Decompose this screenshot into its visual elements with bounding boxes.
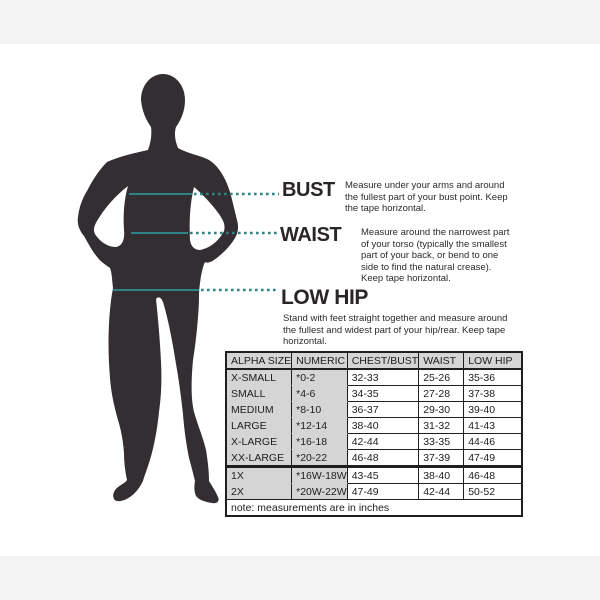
size-cell: 32-33 [348,370,420,386]
size-cell: X-LARGE [227,434,292,450]
low-hip-description: Stand with feet straight together and measure around the fullest and widest part of your hip/rear. Keep tape horizontal. [283,313,508,347]
size-cell: LARGE [227,418,292,434]
size-cell: 35-36 [464,370,521,386]
size-cell: 41-43 [464,418,521,434]
size-cell: 37-38 [464,386,521,402]
size-cell: 29-30 [419,402,464,418]
female-silhouette [78,74,238,503]
size-chart-table [225,351,523,517]
size-cell: *20W-22W [292,484,348,500]
size-cell: 33-35 [419,434,464,450]
size-cell: 43-45 [348,468,420,484]
size-cell: *12-14 [292,418,348,434]
header-cell-low-hip: LOW HIP [464,353,521,370]
waist-label: WAIST [280,224,342,246]
size-cell: XX-LARGE [227,450,292,468]
waist-description: Measure around the narrowest part of your torso (typically the smallest part of your back, or bend to one side to find the natural crease). Keep tape horizontal. [361,227,510,284]
header-cell-alpha-size: ALPHA SIZE [227,353,292,370]
size-cell: 25-26 [419,370,464,386]
size-cell: *16W-18W [292,468,348,484]
header-cell-numeric: NUMERIC [292,353,348,370]
size-cell: 44-46 [464,434,521,450]
size-row [227,468,521,484]
size-cell: 2X [227,484,292,500]
size-cell: 42-44 [348,434,420,450]
size-cell: *20-22 [292,450,348,468]
size-row [227,370,521,386]
size-cell: 31-32 [419,418,464,434]
size-cell: 37-39 [419,450,464,468]
size-cell: 27-28 [419,386,464,402]
size-chart-header-row [227,353,521,370]
size-cell: 50-52 [464,484,521,500]
size-cell: 38-40 [348,418,420,434]
size-cell: 47-49 [348,484,420,500]
size-cell: 34-35 [348,386,420,402]
size-row [227,484,521,500]
size-table-body [227,370,521,515]
low-hip-label: LOW HIP [281,286,369,309]
size-cell: X-SMALL [227,370,292,386]
header-cell-chest-bust: CHEST/BUST [348,353,420,370]
size-cell: 1X [227,468,292,484]
size-row [227,450,521,468]
size-cell: *16-18 [292,434,348,450]
size-row [227,386,521,402]
size-cell: 42-44 [419,484,464,500]
size-cell: MEDIUM [227,402,292,418]
size-row [227,434,521,450]
size-cell: 46-48 [348,450,420,468]
size-cell: 47-49 [464,450,521,468]
size-cell: 36-37 [348,402,420,418]
note-text: note: measurements are in inches [227,500,521,515]
size-row [227,402,521,418]
size-cell: *0-2 [292,370,348,386]
note-row [227,500,521,515]
size-cell: SMALL [227,386,292,402]
header-cell-waist: WAIST [419,353,464,370]
bust-label: BUST [282,179,335,201]
size-cell: 46-48 [464,468,521,484]
size-cell: 38-40 [419,468,464,484]
size-cell: *4-6 [292,386,348,402]
size-row [227,418,521,434]
size-cell: 39-40 [464,402,521,418]
bust-description: Measure under your arms and around the fullest part of your bust point. Keep the tape horizontal. [345,180,508,214]
size-cell: *8-10 [292,402,348,418]
